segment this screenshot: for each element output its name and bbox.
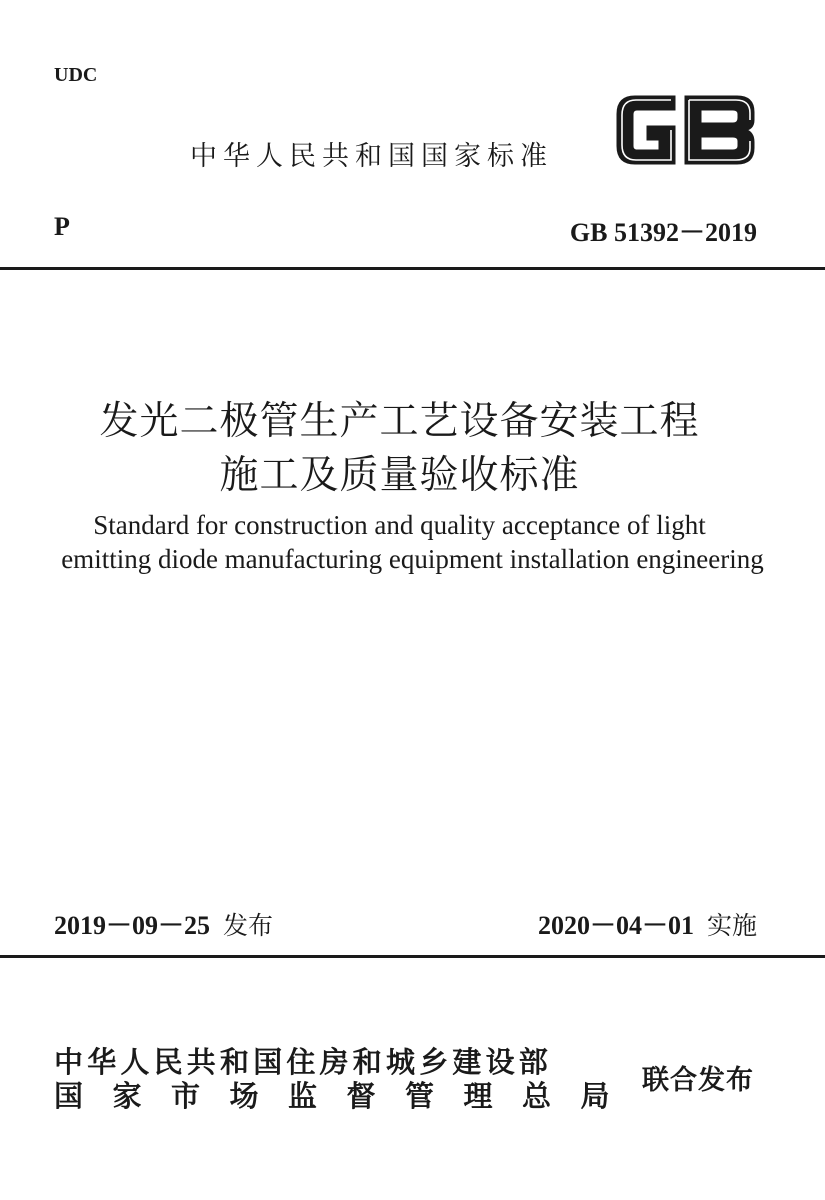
title-english-line-1: Standard for construction and quality acceptance of light [93, 510, 706, 540]
udc-label: UDC [54, 64, 98, 86]
standard-type-heading: 中华人民共和国国家标准 [190, 141, 553, 172]
title-chinese-line-2: 施工及质量验收标准 [219, 454, 580, 497]
bottom-divider [0, 955, 825, 958]
issue-label: 发布 [223, 911, 274, 940]
publisher-line-2: 国家市场监督管理总局 [54, 1079, 640, 1113]
publisher-line-1: 中华人民共和国住房和城乡建设部 [54, 1045, 553, 1079]
gb-logo-letter-g [617, 96, 675, 164]
implementation-date: 2020－04－01 [537, 911, 694, 940]
issue-date: 2019－09－25 [54, 911, 211, 940]
category-code: P [54, 212, 70, 241]
top-divider [0, 267, 825, 270]
gb-logo-letter-b [685, 96, 754, 164]
implementation-date-line [538, 905, 757, 942]
standard-number: GB 51392－2019 [569, 218, 757, 247]
gb-logo-icon [613, 92, 758, 168]
issue-date-line [54, 905, 273, 942]
implementation-label: 实施 [706, 911, 757, 940]
joint-issue-label: 联合发布 [642, 1065, 754, 1096]
title-chinese-line-1: 发光二极管生产工艺设备安装工程 [99, 400, 700, 443]
title-english-line-2: emitting diode manufacturing equipment installation engineering [61, 544, 764, 574]
